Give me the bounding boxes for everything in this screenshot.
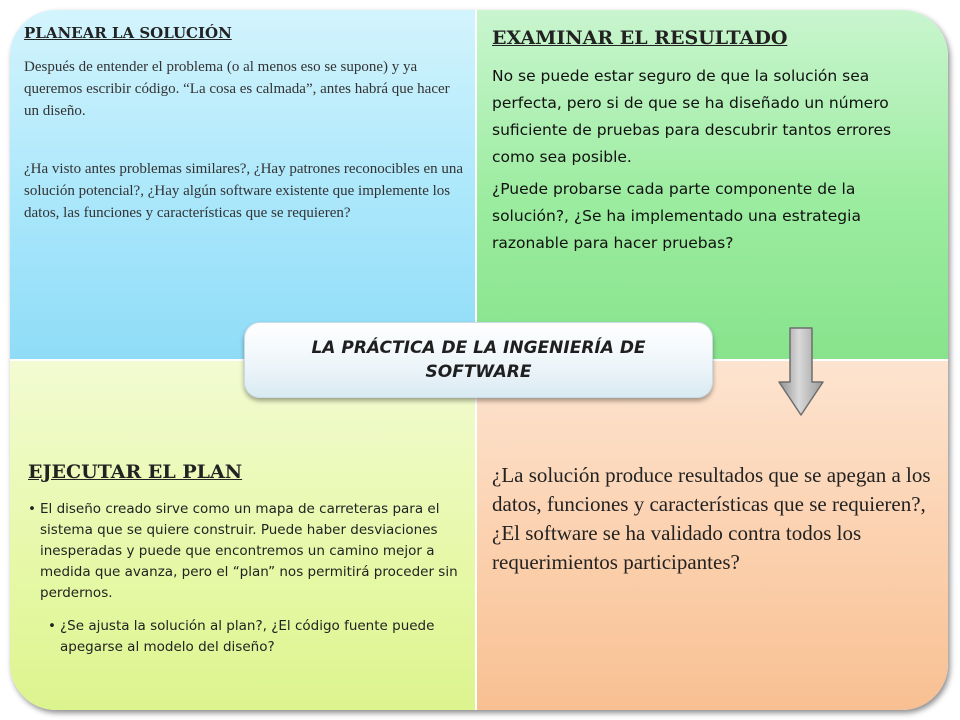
ejecutar-bullet-1 <box>28 499 470 604</box>
bullet-dot-icon: • <box>28 501 36 517</box>
bullet-dot-icon: • <box>48 618 56 634</box>
planear-heading: PLANEAR LA SOLUCIÓN <box>24 24 232 42</box>
central-title-box <box>244 322 713 398</box>
quadrant-planear <box>10 10 476 360</box>
quadrant-ejecutar <box>10 361 476 710</box>
down-arrow-icon <box>777 326 825 418</box>
ejecutar-heading: EJECUTAR EL PLAN <box>28 461 243 483</box>
quadrant-examinar <box>477 10 948 360</box>
examinar-paragraph-2: ¿Puede probarse cada parte componente de la solución?, ¿Se ha implementado una estrategia razonable para hacer pruebas? <box>492 180 861 252</box>
ejecutar-bullet-2-text: ¿Se ajusta la solución al plan?, ¿El código fuente puede apegarse al modelo del diseño? <box>60 618 435 655</box>
validar-text: ¿La solución produce resultados que se apegan a los datos, funciones y características que se requieren?, ¿El software se ha validado contra todos los requerimientos participantes? <box>492 463 931 574</box>
examinar-heading: EXAMINAR EL RESULTADO <box>492 27 788 49</box>
ejecutar-bullet-2 <box>48 616 465 658</box>
planear-paragraph-1: Después de entender el problema (o al menos eso se supone) y ya queremos escribir código. “La cosa es calmada”, antes habrá que hacer un diseño. <box>24 59 450 119</box>
quadrant-validar <box>477 361 948 710</box>
examinar-paragraph-1: No se puede estar seguro de que la solución sea perfecta, pero si de que se ha diseñado un número suficiente de pruebas para descubrir tantos errores como sea posible. <box>492 67 892 166</box>
ejecutar-bullet-1-text: El diseño creado sirve como un mapa de carreteras para el sistema que se quiere construir. Puede haber desviaciones inesperadas y puede que encontremos un camino mejor a medida que avanza, pero el “plan” nos permitirá proceder sin perdernos. <box>40 501 458 601</box>
planear-paragraph-2: ¿Ha visto antes problemas similares?, ¿Hay patrones reconocibles en una solución potencial?, ¿Hay algún software existente que implemente los datos, las funciones y características que se requieren? <box>24 161 464 221</box>
central-title: LA PRÁCTICA DE LA INGENIERÍA DE SOFTWARE <box>311 338 646 382</box>
